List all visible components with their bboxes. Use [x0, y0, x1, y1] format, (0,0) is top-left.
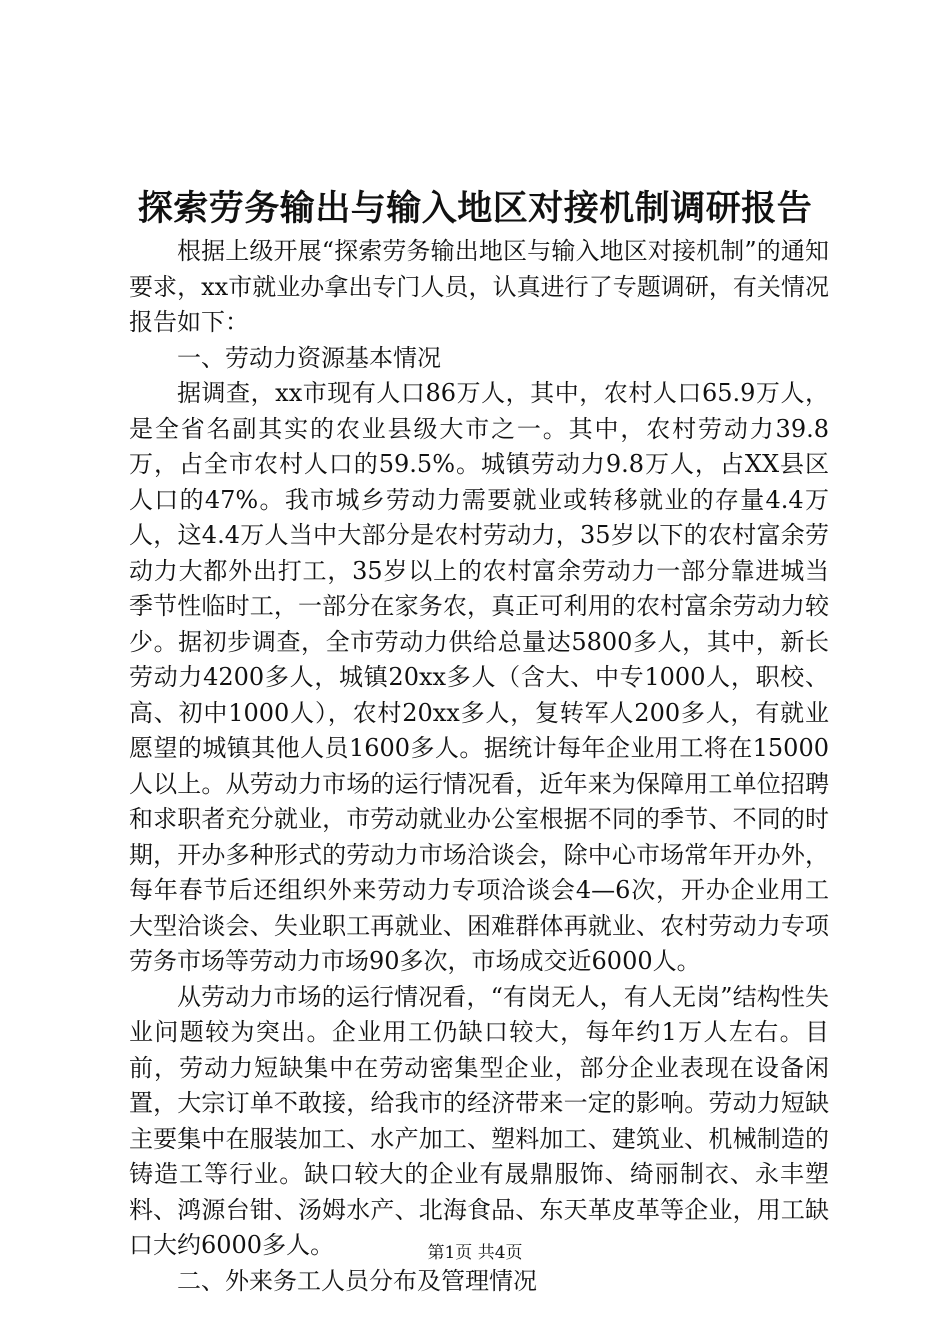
document-body	[129, 234, 829, 1299]
section-heading-labor-resources: 一、劳动力资源基本情况	[177, 343, 441, 372]
section-heading-migrant-workers: 二、外来务工人员分布及管理情况	[177, 1266, 537, 1295]
intro-paragraph: 根据上级开展“探索劳务输出地区与输入地区对接机制”的通知要求，xx市就业办拿出专门人员，认真进行了专题调研，有关情况报告如下：	[129, 237, 829, 336]
labor-market-paragraph: 从劳动力市场的运行情况看，“有岗无人，有人无岗”结构性失业问题较为突出。企业用工仍缺口较大，每年约1万人左右。目前，劳动力短缺集中在劳动密集型企业，部分企业表现在设备闲置，大宗订单不敢接，给我市的经济带来一定的影响。劳动力短缺主要集中在服装加工、水产加工、塑料加工、建筑业、机械制造的铸造工等行业。缺口较大的企业有晟鼎服饰、绮丽制衣、永丰塑料、鸿源台钳、汤姆水产、北海食品、东天革皮革等企业，用工缺口大约6000多人。	[129, 982, 829, 1259]
page-number-footer: 第1页 共4页	[427, 1243, 523, 1263]
document-title: 探索劳务输出与输入地区对接机制调研报告	[137, 188, 813, 229]
survey-paragraph: 据调查，xx市现有人口86万人，其中，农村人口65.9万人，是全省名副其实的农业县级大市之一。其中，农村劳动力39.8万，占全市农村人口的59.5%。城镇劳动力9.8万人，占XX县区人口的47%。我市城乡劳动力需要就业或转移就业的存量4.4万人，这4.4万人当中大部分是农村劳动力，35岁以下的农村富余劳动力大都外出打工，35岁以上的农村富余劳动力一部分靠进城当季节性临时工，一部分在家务农，真正可利用的农村富余劳动力较少。据初步调查，全市劳动力供给总量达5800多人，其中，新长劳动力4200多人，城镇20xx多人（含大、中专1000人，职校、高、初中1000人），农村20xx多人，复转军人200多人，有就业愿望的城镇其他人员1600多人。据统计每年企业用工将在15000人以上。从劳动力市场的运行情况看，近年来为保障用工单位招聘和求职者充分就业，市劳动就业办公室根据不同的季节、不同的时期，开办多种形式的劳动力市场洽谈会，除中心市场常年开办外，每年春节后还组织外来劳动力专项洽谈会4—6次，开办企业用工大型洽谈会、失业职工再就业、困难群体再就业、农村劳动力专项劳务市场等劳动力市场90多次，市场成交近6000人。	[129, 379, 829, 975]
